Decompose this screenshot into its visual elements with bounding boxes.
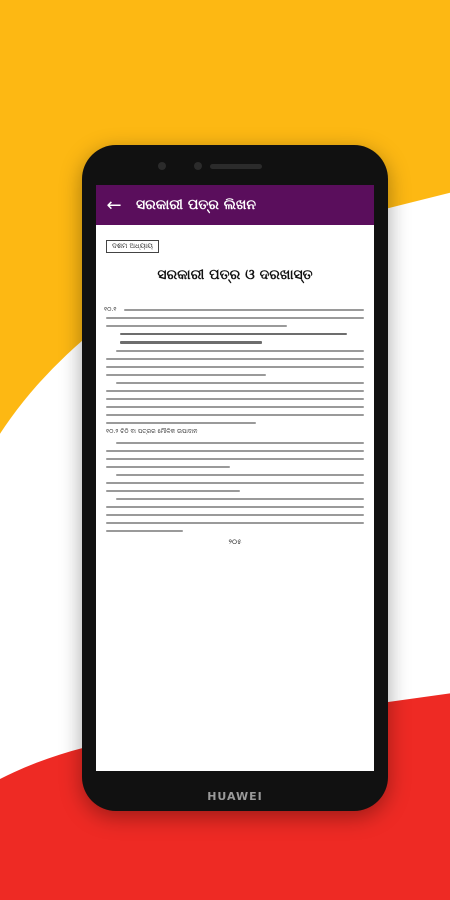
paragraph bbox=[106, 474, 364, 492]
arrow-left-icon: ← bbox=[106, 194, 122, 216]
front-camera bbox=[158, 162, 166, 170]
document-title: ସରକାରୀ ପତ୍ର ଓ ଦରଖାସ୍ତ bbox=[157, 267, 313, 283]
phone-frame bbox=[82, 145, 388, 811]
page-number: ୨୦୫ bbox=[228, 537, 242, 546]
device-brand-logo: HUAWEI bbox=[207, 790, 263, 803]
phone-screen bbox=[96, 185, 374, 771]
section-heading bbox=[106, 428, 364, 436]
proximity-sensor bbox=[194, 162, 202, 170]
earpiece-speaker bbox=[210, 164, 262, 169]
document-page[interactable] bbox=[96, 225, 374, 547]
paragraph bbox=[106, 442, 364, 468]
back-button[interactable] bbox=[96, 185, 132, 225]
app-title: ସରକାରୀ ପତ୍ର ଲିଖନ bbox=[136, 197, 257, 213]
section-number: ୧୦.୧ bbox=[104, 306, 117, 313]
app-bar bbox=[96, 185, 374, 225]
section-heading-text: ୧୦.୨ ଚିଠି ବା ପତ୍ରର ମୌଳିକ ଉପାଦାନ bbox=[106, 427, 198, 435]
paragraph bbox=[106, 350, 364, 376]
paragraph bbox=[106, 382, 364, 424]
chapter-label: ଦଶମ ଅଧ୍ୟାୟ bbox=[106, 240, 159, 253]
highlight-paragraph bbox=[106, 333, 364, 344]
paragraph bbox=[104, 306, 364, 327]
paragraph bbox=[106, 498, 364, 532]
